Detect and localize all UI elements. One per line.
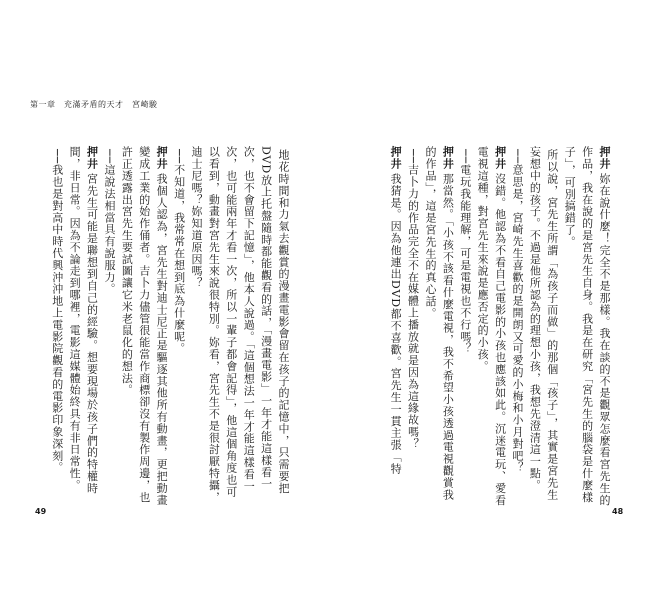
left-page-text [50,146,292,507]
paragraph [118,146,170,506]
paragraph [188,146,292,506]
page-number-right: 48 [612,507,624,516]
paragraph [387,146,404,506]
paragraph-text: ──這說法相當具有說服力。 [102,149,116,295]
paragraph [422,146,457,506]
chapter-header: 第一章 充滿矛盾的天才 宮崎駿 [30,100,158,109]
paragraph-text: ──意思是，宮崎先生喜歡的是開朗又可愛的小梅和小月對吧？ [510,149,524,474]
speaker-label: 押井 [598,146,611,170]
paragraph-text: 我個人認為，宮先生對迪士尼正是驅逐其他所有動畫，更把動畫變成工業的始作俑者。吉卜力儘管很能當作商標卻沒有製作周邊，也許正透露出宮先生要試圖讓它米老鼠化的想法。 [120,146,169,507]
speaker-label: 押井 [441,146,455,170]
paragraph [474,146,509,506]
paragraph [66,146,101,506]
right-page-text [325,146,613,506]
paragraph [509,146,526,506]
paragraph [561,146,613,506]
paragraph-text: ──我也是對高中時代興沖沖地上電影院觀看的電影印象深刻。 [50,149,64,474]
page-number-left: 49 [35,507,47,516]
paragraph-text: ──吉卜力的作品完全不在媒體上播放就是因為這緣故嗎？ [406,149,420,450]
paragraph [456,146,473,506]
paragraph-text: 地花時間和力氣去觀賞的漫畫電影會留在孩子的記憶中，只需要把DVD放上托盤隨時都能觀看的話，「漫畫電影」一年才能這樣看一次，也不會留下記憶」，他本人說過。「這個想法一年才能這樣看一次，也可能兩年才看一次，所以一輩子都會記得」，他這個角度也可以看到，動畫對宮先生來說很特別。妳看，宮先生不是很討厭特攝，迪士尼嗎？妳知道原因嗎？ [189,146,290,503]
speaker-label: 押井 [85,146,99,170]
paragraph [48,146,65,506]
paragraph [404,146,421,506]
paragraph-text: 那當然。「小孩不該看什麼電視，我不希望小孩透過電視觀賞我的作品」，這是宮先生的真心話。 [423,146,455,501]
paragraph-text: ──不知道，我常常在想到底為什麼呢。 [172,149,186,355]
paragraph-text: 我猜是。因為他連出DVD都不喜歡。宮先生一貫主張「特 [389,172,403,475]
paragraph-text: 妳在說什麼！完全不是那樣。我在談的不是觀眾怎麼看宮先生的作品，我在說的是宮先生自身。我是在研究「宮先生的腦袋是什麼樣子」，可別搞錯了。 [563,146,611,507]
paragraph [526,146,561,506]
paragraph-text: 宮先生可能是聯想到自己的經驗。想要現場於孩子們的特權時間，非日常。因為不論走到哪裡，電影這媒體始終具有非日常性。 [68,146,99,495]
paragraph-text: 所以說，宮先生所謂「為孩子而做」的那個「孩子」，其實是宮先生妄想中的孩子。不過是他所認為的理想小孩，我想先澄清這一點。 [528,146,559,501]
speaker-label: 押井 [155,146,169,170]
paragraph-text: ──電玩我能理解，可是電視也不行嗎？ [458,149,472,355]
speaker-label: 押井 [389,146,403,170]
paragraph [170,146,187,506]
speaker-label: 押井 [493,146,507,170]
paragraph [101,146,118,506]
paragraph-text: 沒錯。他認為不看自己電影的小孩也應該如此。沉迷電玩、愛看電視這種，對宮先生來說是應否定的小孩。 [476,146,507,507]
